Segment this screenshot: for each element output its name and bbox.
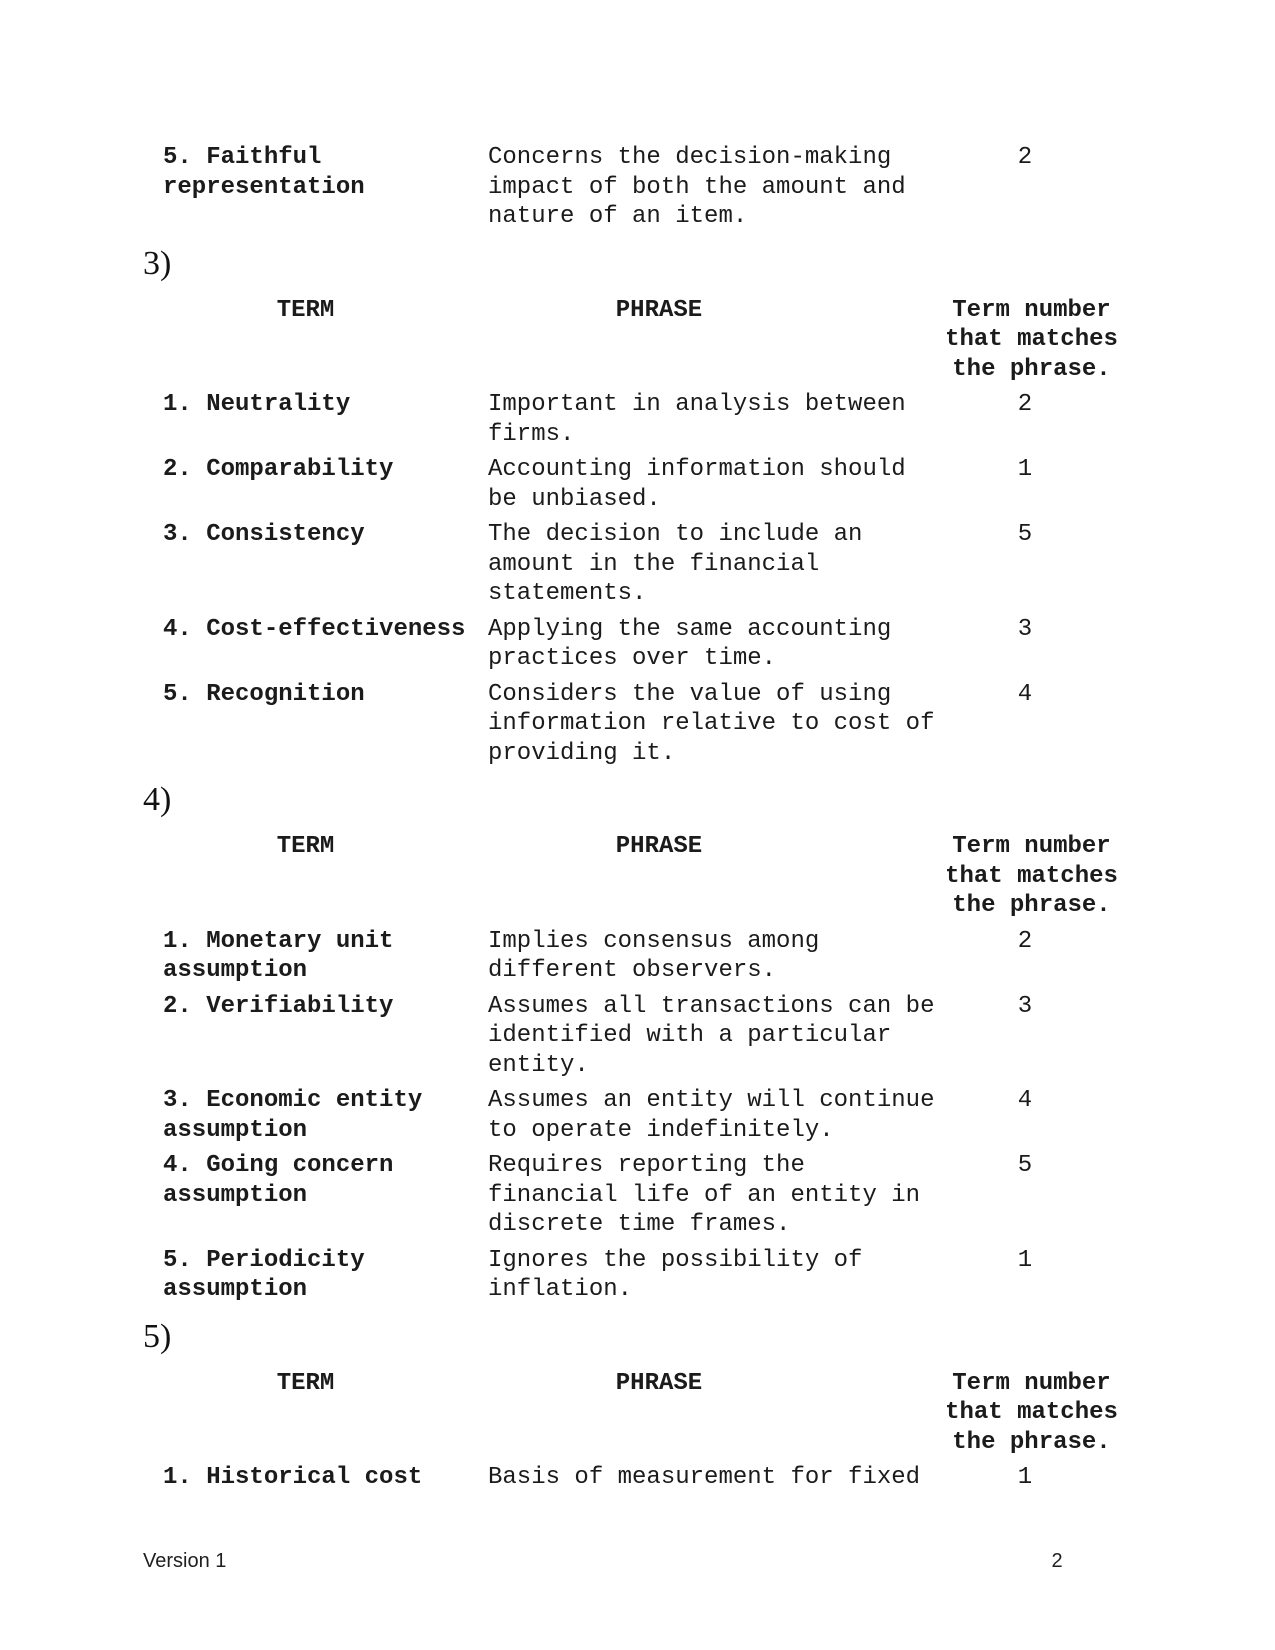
term-cell: 3. Consistency [163,521,365,548]
phrase-cell: Implies consensus among different observers. [488,927,820,984]
phrase-column-header: PHRASE [615,296,703,324]
phrase-column-header: PHRASE [615,1369,703,1397]
term-cell: 3. Economic entity assumption [163,1087,423,1144]
phrase-cell: Concerns the decision-making impact of both the amount and nature of an item. [488,144,906,230]
match-column-header: Term number that matches the phrase. [945,833,1118,919]
match-number-cell: 1 [1017,456,1033,483]
phrase-cell: Assumes an entity will continue to operate indefinitely. [488,1087,935,1144]
match-number-cell: 2 [1017,927,1033,955]
matching-table [143,832,1135,1311]
table-header-row [143,832,1135,927]
question-section [143,242,1275,775]
phrase-cell: Assumes all transactions can be identified with a particular entity. [488,992,935,1079]
match-column-header: Term number that matches the phrase. [945,1369,1118,1456]
section-label: 4) [143,781,172,818]
table-header-row [143,296,1135,391]
phrase-cell: Accounting information should be unbiased. [488,456,906,513]
section-label: 3) [143,244,172,282]
footer-page-number: 2 [1051,1550,1063,1572]
term-cell: 5. Periodicity assumption [163,1246,365,1303]
term-cell: 1. Neutrality [163,391,351,418]
match-row [143,615,1135,680]
matching-table [143,296,1135,775]
match-row [143,1151,1135,1246]
phrase-cell: Applying the same accounting practices over time. [488,615,892,672]
match-number-cell: 3 [1017,615,1033,643]
table-body [143,927,1135,1311]
match-number-cell: 1 [1017,1246,1033,1274]
footer-version-label: Version 1 [143,1550,227,1572]
phrase-cell: The decision to include an amount in the financial statements. [488,521,863,607]
match-number-cell: 5 [1017,1152,1033,1179]
match-number-cell: 1 [1017,1464,1033,1491]
phrase-cell: Ignores the possibility of inflation. [488,1246,863,1303]
phrase-cell: Considers the value of using information relative to cost of providing it. [488,680,935,767]
table-body [143,390,1135,774]
match-row [143,927,1135,992]
question-section [143,1315,1275,1499]
term-cell: 5. Recognition [163,680,365,708]
term-cell: 1. Historical cost [163,1464,423,1491]
term-column-header: TERM [276,296,335,324]
table-body [143,1463,1135,1499]
match-number-cell: 5 [1017,521,1033,548]
match-number-cell: 3 [1017,992,1033,1020]
term-cell: 1. Monetary unit assumption [163,927,394,984]
term-cell: 4. Cost-effectiveness [163,615,466,643]
match-row [143,992,1135,1087]
match-row [143,455,1135,520]
section-label: 5) [143,1317,172,1355]
matching-table [143,1369,1135,1499]
term-cell: 4. Going concern assumption [163,1152,394,1209]
match-number-cell: 4 [1017,680,1033,708]
match-row [143,390,1135,455]
term-column-header: TERM [276,1369,335,1397]
match-row [143,1463,1135,1499]
match-row [143,143,1135,238]
phrase-cell: Basis of measurement for fixed [488,1464,921,1491]
table-body [143,143,1135,238]
match-row [143,1246,1135,1311]
match-number-cell: 2 [1017,144,1033,171]
term-cell: 2. Comparability [163,456,394,483]
table-header-row [143,1369,1135,1464]
match-column-header: Term number that matches the phrase. [945,296,1118,383]
match-row [143,1086,1135,1151]
carryover-table [143,143,1135,238]
phrase-column-header: PHRASE [615,833,703,860]
match-number-cell: 4 [1017,1087,1033,1114]
sections-container [143,242,1275,1499]
phrase-cell: Important in analysis between firms. [488,391,906,448]
match-number-cell: 2 [1017,391,1033,418]
term-column-header: TERM [276,833,335,860]
question-section [143,778,1275,1311]
match-row [143,520,1135,615]
term-cell: 2. Verifiability [163,992,394,1020]
match-row [143,680,1135,775]
term-cell: 5. Faithful representation [163,144,365,201]
phrase-cell: Requires reporting the financial life of an entity in discrete time frames. [488,1152,921,1238]
